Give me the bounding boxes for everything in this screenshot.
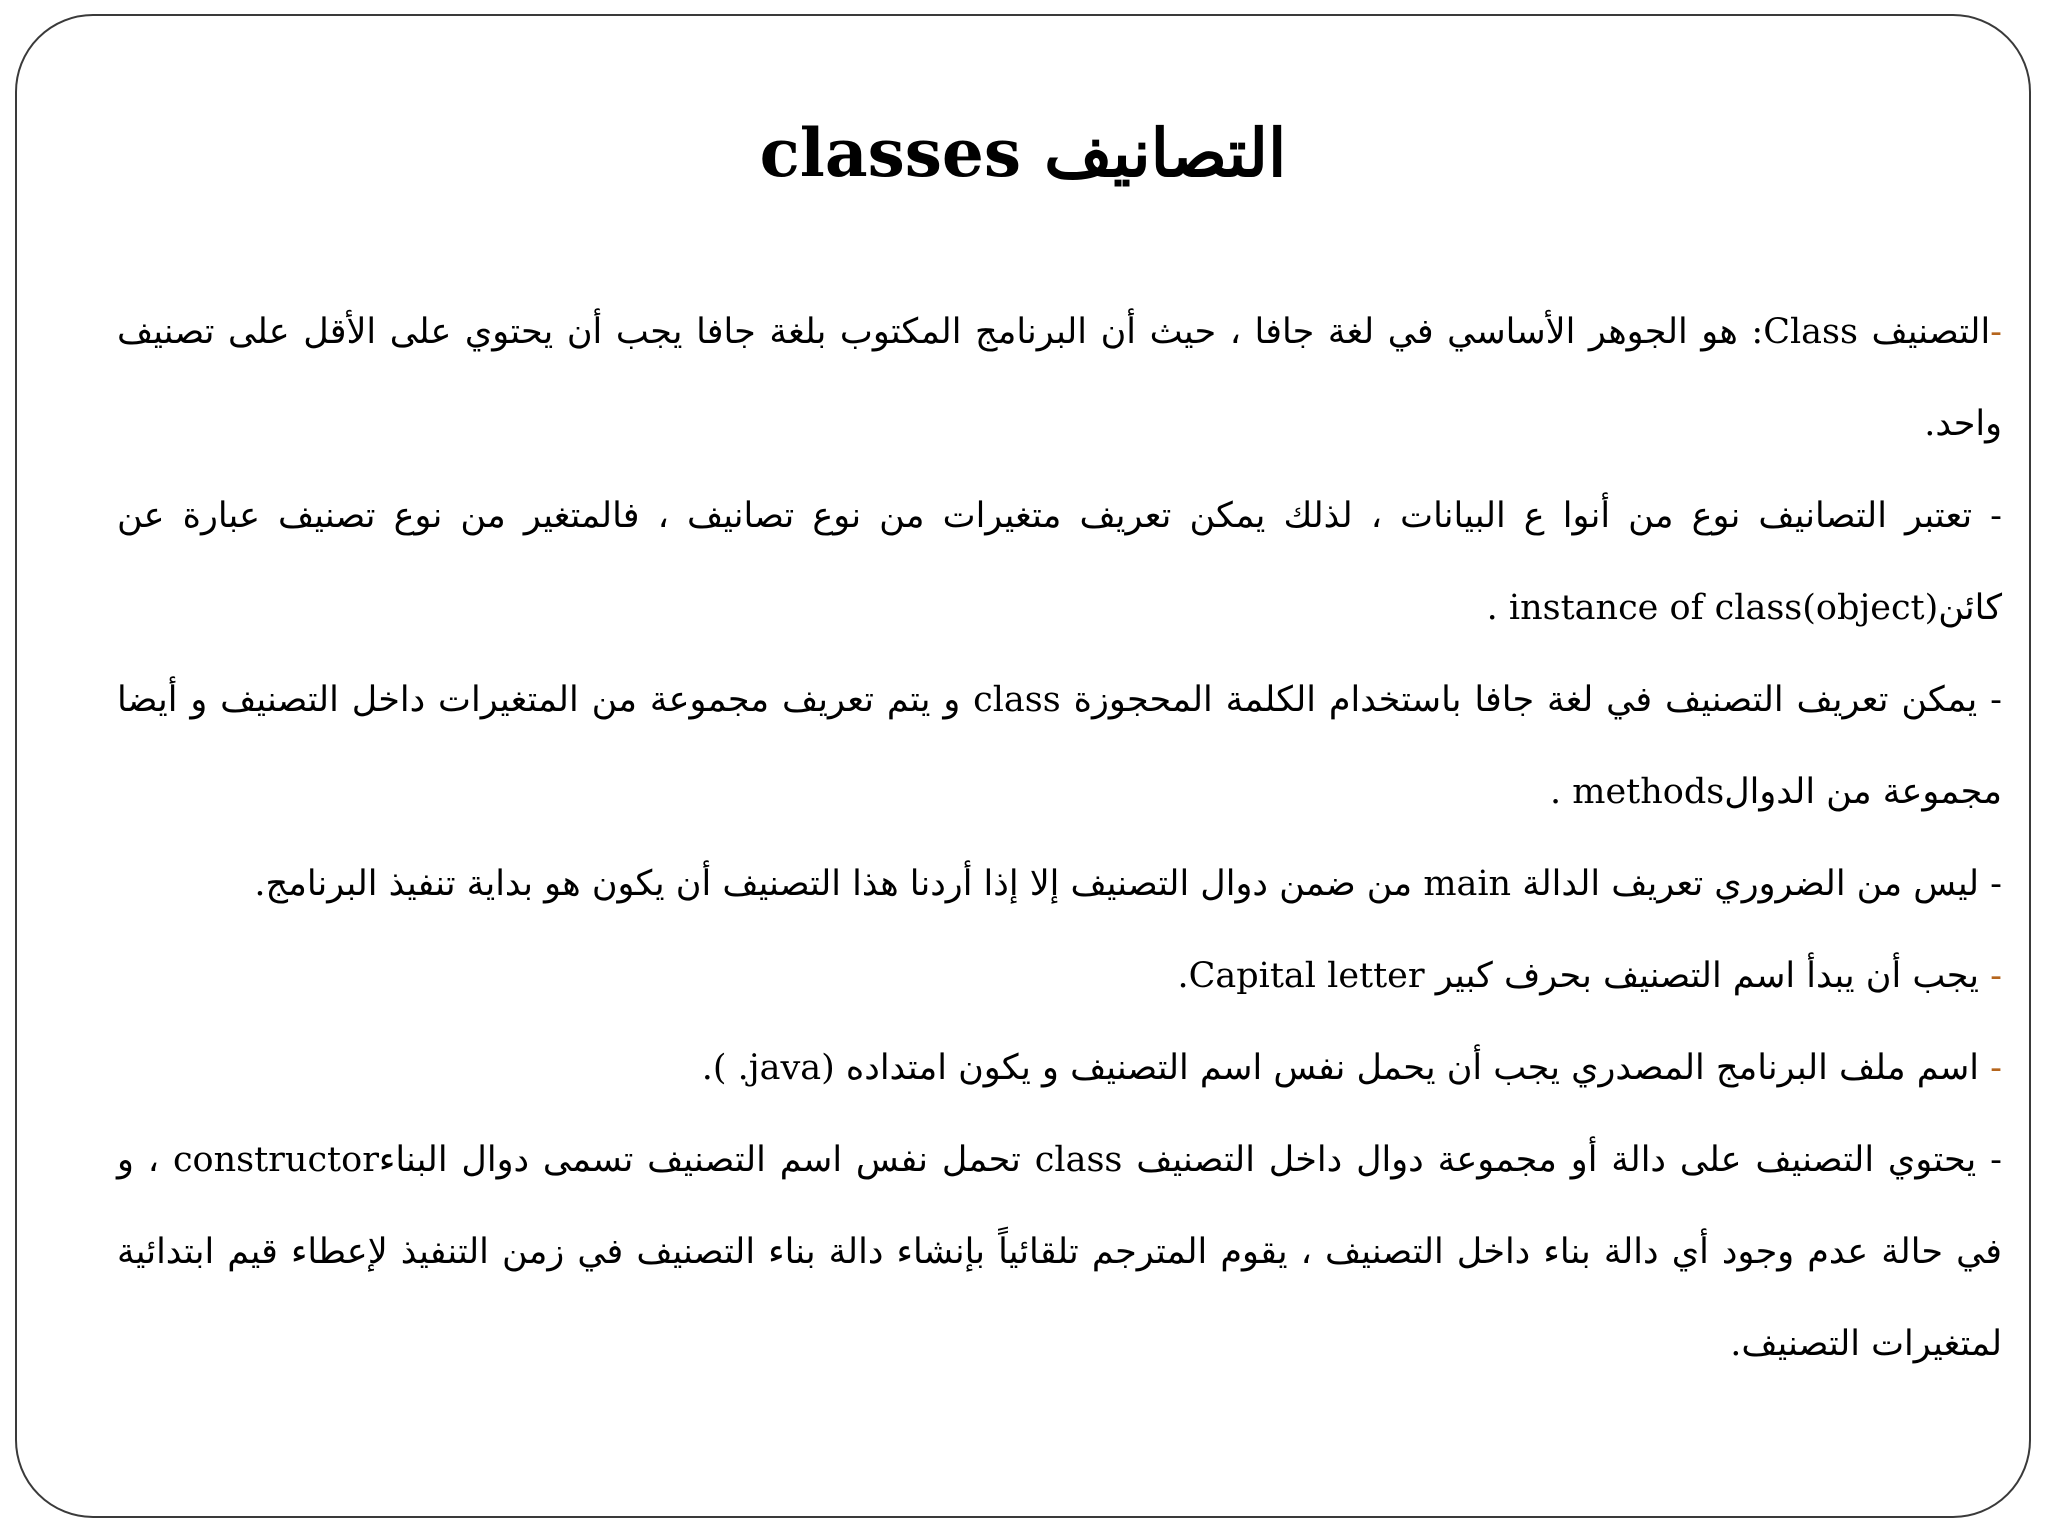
paragraph-text: يجب أن يبدأ اسم التصنيف بحرف كبير Capital letter. (1177, 956, 1991, 996)
bullet-marker: - (1990, 312, 2002, 352)
slide-body (117, 286, 2002, 1390)
paragraph-main-method (117, 838, 2002, 930)
paragraph-text: اسم ملف البرنامج المصدري يجب أن يحمل نفس اسم التصنيف و يكون امتداده (java. ). (701, 1048, 1991, 1088)
paragraph-class-definition (117, 286, 2002, 470)
slide-title: التصانيف classes (759, 114, 1287, 192)
bullet-marker: - (1990, 1048, 2002, 1088)
bullet-marker: - (1990, 956, 2002, 996)
paragraph-text: - يمكن تعريف التصنيف في لغة جافا باستخدام الكلمة المحجوزة class و يتم تعريف مجموعة من المتغيرات داخل التصنيف و أيضا مجموعة من الدوالmethods . (117, 680, 2002, 812)
slide-frame (15, 14, 2031, 1518)
paragraph-text: التصنيف Class: هو الجوهر الأساسي في لغة جافا ، حيث أن البرنامج المكتوب بلغة جافا يجب أن يحتوي على الأقل على تصنيف واحد. (117, 312, 2002, 444)
paragraph-data-types (117, 470, 2002, 654)
paragraph-capital-letter (117, 930, 2002, 1022)
paragraph-text: - ليس من الضروري تعريف الدالة main من ضمن دوال التصنيف إلا إذا أردنا هذا التصنيف أن يكون هو بداية تنفيذ البرنامج. (254, 864, 2002, 904)
paragraph-text: - تعتبر التصانيف نوع من أنوا ع البيانات ، لذلك يمكن تعريف متغيرات من نوع تصانيف ، فالمتغير من نوع تصنيف عبارة عن كائن(instance of class(object . (117, 496, 2002, 628)
paragraph-file-name (117, 1022, 2002, 1114)
paragraph-class-keyword (117, 654, 2002, 838)
paragraph-text: - يحتوي التصنيف على دالة أو مجموعة دوال داخل التصنيف class تحمل نفس اسم التصنيف تسمى دوال البناءconstructor ، و في حالة عدم وجود أي دالة بناء داخل التصنيف ، يقوم المترجم تلقائياً بإنشاء دالة بناء التصنيف في زمن التنفيذ لإعطاء قيم ابتدائية لمتغيرات التصنيف. (117, 1140, 2002, 1364)
paragraph-constructor (117, 1114, 2002, 1390)
